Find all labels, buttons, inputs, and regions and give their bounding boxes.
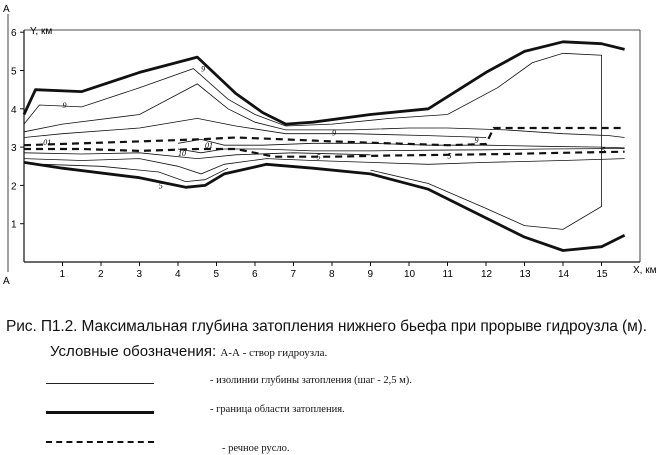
y-axis-label: Y, км <box>30 26 53 37</box>
isoline-group <box>24 42 625 251</box>
isoline-value-label: 5 <box>316 152 321 162</box>
section-label-bottom: A <box>3 276 10 287</box>
x-tick-label: 2 <box>98 269 104 280</box>
y-tick-label: 6 <box>11 28 17 40</box>
x-tick-label: 12 <box>481 269 493 280</box>
isoline <box>24 84 625 138</box>
x-tick-label: 15 <box>596 269 608 280</box>
legend-section-note: А-А - створ гидроузла. <box>220 347 328 359</box>
section-label-top: A <box>3 4 10 15</box>
x-tick-label: 11 <box>442 269 453 280</box>
isoline-value-label: 01 <box>204 141 213 151</box>
riverbed-line <box>24 149 625 157</box>
legend-riverbed-swatch <box>46 441 154 443</box>
legend-riverbed-text: - речное русло. <box>222 443 290 454</box>
isoline-value-label: 10 <box>178 148 186 158</box>
isoline-value-label: 9 <box>332 128 336 138</box>
y-tick-label: 2 <box>11 181 17 193</box>
x-tick-label: 9 <box>367 269 374 280</box>
isoline-value-label: 5 <box>447 151 452 161</box>
isoline-value-label: 5 <box>601 145 606 155</box>
x-tick-label: 10 <box>404 269 416 280</box>
legend-isoline-swatch <box>46 383 154 384</box>
isoline-value-label: 9 <box>474 136 479 146</box>
x-tick-label: 6 <box>252 269 258 280</box>
legend-title <box>50 343 327 360</box>
legend-boundary-text: - граница области затопления. <box>210 404 345 415</box>
x-tick-label: 7 <box>290 269 297 280</box>
legend-boundary-swatch <box>46 411 154 414</box>
x-axis-label: X, км <box>633 265 657 276</box>
y-tick-label: 1 <box>11 219 17 231</box>
isoline-value-label: 01 <box>43 138 52 148</box>
isoline <box>24 159 625 174</box>
isoline-value-label: 9 <box>62 100 67 110</box>
x-tick-label: 8 <box>329 269 335 280</box>
flood-boundary-bottom <box>24 162 625 250</box>
isoline-value-label: 5 <box>158 181 163 191</box>
x-tick-label: 14 <box>558 269 570 280</box>
x-tick-label: 3 <box>136 269 143 280</box>
legend-heading: Условные обозначения: <box>50 343 217 360</box>
x-tick-label: 13 <box>519 269 531 280</box>
legend-isoline-text: - изолинии глубины затопления (шаг - 2,5 м). <box>210 375 412 386</box>
x-tick-label: 4 <box>175 269 181 280</box>
y-tick-label: 3 <box>11 143 17 155</box>
x-tick-label: 5 <box>213 269 220 280</box>
y-tick-label: 4 <box>11 104 17 116</box>
isoline <box>43 164 228 181</box>
figure-caption: Рис. П1.2. Максимальная глубина затопления нижнего бьефа при прорыве гидроузла (м). <box>6 318 647 335</box>
flood-boundary-top <box>24 42 625 124</box>
y-tick-label: 5 <box>11 66 17 78</box>
isoline-value-label: 9 <box>201 64 206 74</box>
x-tick-label: 1 <box>59 269 66 280</box>
